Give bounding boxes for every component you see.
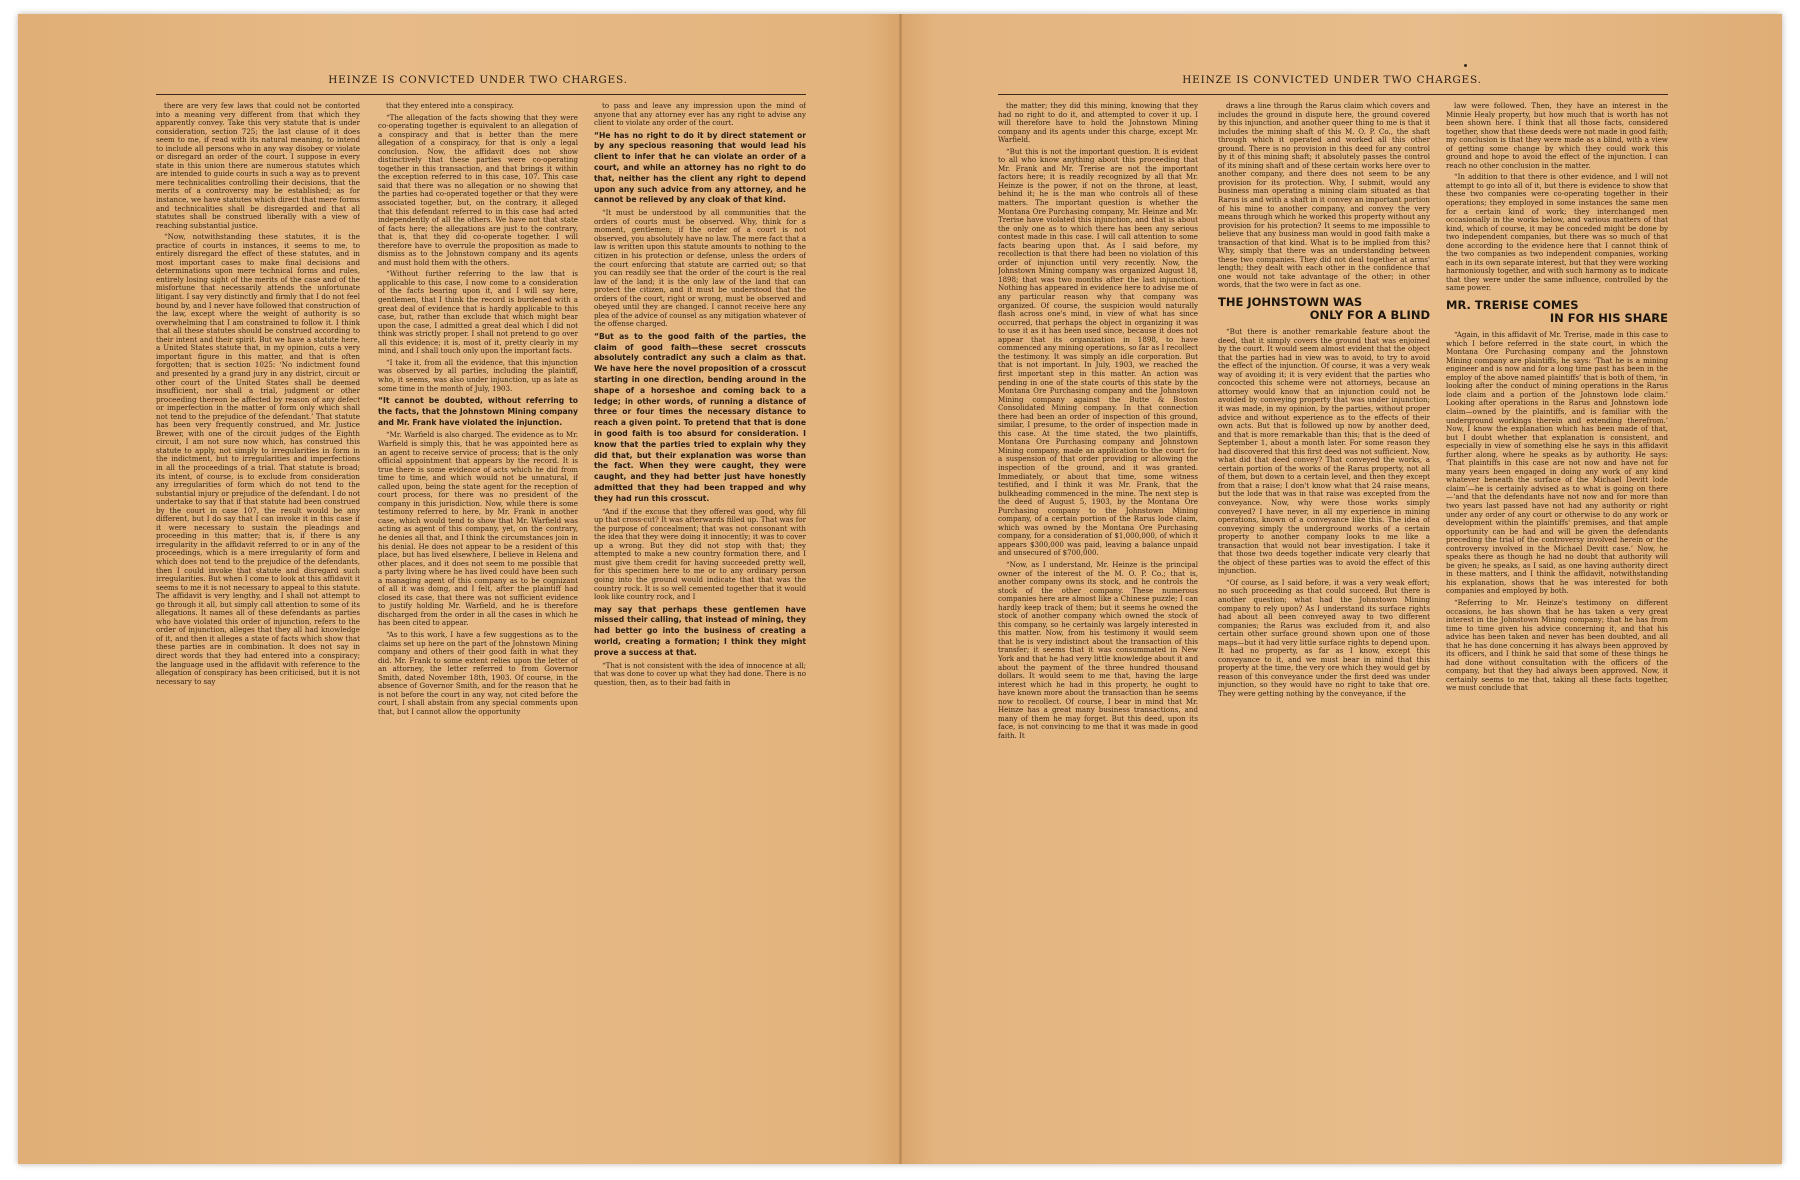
headline-line: THE JOHNSTOWN WAS — [1218, 295, 1363, 310]
paragraph: “As to this work, I have a few suggestions as to the claims set up here on the part of the Johnstown Mining company and others of their good faith in what they did. Mr. Frank to some extent relies upon the letter of an attorney, the letter referred to from Governor Smith, dated November 18th, 1903. Of course, in the absence of Governor Smith, and for the reason that he is not before the court in any way, not cited before the court, I shall abstain from any special comments upon that, but I cannot allow the opportunity — [378, 630, 578, 716]
paragraph: “He has no right to do it by direct statement or by any specious reasoning that would lead his client to infer that he can violate an order of a court, and while an attorney has no right to do that, neither has the client any right to depend upon any such advice from any attorney, and he cannot be relieved by any cloak of that kind. — [594, 130, 806, 205]
section-headline — [1446, 299, 1668, 325]
running-header-right: HEINZE IS CONVICTED UNDER TWO CHARGES. — [1182, 74, 1482, 86]
paragraph: draws a line through the Rarus claim which covers and includes the ground in dispute here, the ground covered by this injunction, and another queer thing to me is that it includes the mining shaft of this M. O. P. Co., the shaft through which it operated and worked all this other ground. There is no provision in this deed for any control by it of this mining shaft; it absolutely passes the control of its mining shaft and of these certain works here over to another company, and there does not seem to be any provision for its protection. Why, I submit, would any business man operating a mining claim situated as that Rarus is and with a shaft in it convey an important portion of his mine to another company, and convey the very means through which he worked this property without any provision for his protection? It seems to me impossible to believe that any business man would in good faith make a transaction of that kind. What is to be implied from this? Why, simply that there was an understanding between these two companies. They did not deal together at arms' length; they dealt with each other in the confidence that one would not take advantage of the other; in other words, that the two were in fact as one. — [1218, 102, 1430, 290]
paragraph: “Referring to Mr. Heinze's testimony on different occasions, he has shown that he has taken a very great interest in the Johnstown Mining company; that he has from time to time given his advice concerning it, and that his advice has been taken and never has been doubted, and all that he has done concerning it has always been approved by its officers, and I think he said that some of these things he had done without consultation with the officers of the company, but that they had always been approved. Now, it certainly seems to me that, taking all these facts together, we must conclude that — [1446, 597, 1668, 693]
paragraph: may say that perhaps these gentlemen have missed their calling, that instead of mining, they had better go into the business of creating a world, creating a formation; I think they might prove a success at that. — [594, 604, 806, 657]
headline-line: ONLY FOR A BLIND — [1309, 308, 1430, 323]
paragraph: “Of course, as I said before, it was a very weak effort; no such proceeding as that could succeed. But there is another question; what had the Johnstown Mining company to rely upon? As I understand its surface rights had about all been conveyed away to two different companies; the Rarus was excluded from it, and also certain other surface ground shown upon one of those maps—but it had very little surface rights to depend upon. It had no property, as far as I know, except this conveyance to it, and we must bear in mind that this property at the time, the very ore which they would get by reason of this conveyance under the first deed was under injunction, so they would have no right to take that ore. They were getting nothing by the conveyance, if the — [1218, 577, 1430, 698]
running-header-left: HEINZE IS CONVICTED UNDER TWO CHARGES. — [328, 74, 628, 86]
paragraph: “It must be understood by all communities that the orders of courts must be observed. Why, think for a moment, gentlemen; if the order of a court is not observed, you absolutely have no law. The mere fact that a law is written upon this statute amounts to nothing to the citizen in his protection or defense, unless the orders of the court enforcing that statute are carried out; so that you can readily see that the order of the court is the real law of the land; it is the only law of the land that can protect the citizen, and it must be understood that the orders of the court, right or wrong, must be observed and obeyed until they are changed. I cannot receive here any plea of the advice of counsel as any mitigation whatever of the offense charged. — [594, 208, 806, 329]
headline-line: MR. TRERISE COMES — [1446, 298, 1579, 313]
header-rule-left — [156, 94, 806, 95]
right-column-1 — [998, 102, 1198, 1150]
paragraph: “But there is another remarkable feature about the deed, that it simply covers the ground that was enjoined by the court. It would seem almost evident that the object that the parties had in view was to avoid, to try to avoid the effect of the injunction. Of course, it was a very weak way of avoiding it; it is very evident that the parties who concocted this scheme were not attorneys, because an attorney would know that an injunction could not be avoided by conveying property that was under injunction; it was made, in my opinion, by the parties, without proper advice and without experience as to the effects of their own acts. But that is followed up now by another deed, and that is more remarkable than this; that is the deed of September 1, about a month later. For some reason they had discovered that this first deed was not sufficient. Now, what did that deed convey? That conveyed the works, a certain portion of the works of the Rarus property, not all of them, but down to a certain level, and then they except from that a raise; I don't know what that 24 raise means, but the lode that was in that raise was excepted from the conveyance. Now, why were those works simply conveyed? I have never, in all my experience in mining operations, known of a conveyance like this. The idea of conveying simply the underground works of a certain property to another company looks to me like a transaction that would not bear investigation. I take it that those two deeds together indicate very clearly that the object of these parties was to avoid the effect of this injunction. — [1218, 327, 1430, 576]
paragraph: there are very few laws that could not be contorted into a meaning very different from that which they apparently convey. Take this very statute that is under consideration, section 725; the last clause of it does seem to me, if read with its natural meaning, to intend to include all persons who in any way disobey or violate or disregard an order of the court. I suppose in every state in this union there are numerous statutes which are intended to guide courts in such a way as to prevent mere technicalities controlling their decisions, that the merits of a controversy may be established; as for instance, we have statutes which direct that mere forms and technicalities shall be disregarded and that all statutes shall be construed liberally with a view of reaching substantial justice. — [156, 102, 360, 230]
paragraph: “Now, notwithstanding these statutes, it is the practice of courts in instances, it seems to me, to entirely disregard the effect of these statutes, and in most important cases to make final decisions and determinations upon mere technical forms and rules, entirely losing sight of the merits of the case and of the misfortune that necessarily attends the unfortunate litigant. I say very distinctly and firmly that I do not feel bound by, and I never have followed that construction of the law, except where the weight of authority is so overwhelming that I am constrained to follow it. I think that all these statutes should be construed according to their intent and their spirit. But we have a statute here, a United States statute that, in my opinion, cuts a very important figure in this matter, and that is often forgotten; that is section 1025: ‘No indictment found and presented by a grand jury in any district, circuit or other court of the United States shall be deemed insufficient, nor shall a trial, judgment or other proceeding thereon be affected by reason of any defect or imperfection in the matter of form only which shall not tend to the prejudice of the defendant.’ That statute has been very frequently construed, and Mr. Justice Brewer, with one of the circuit judges of the Eighth circuit, I am not sure now which, has construed this statute to apply, not simply to irregularities in form in the indictment, but to irregularities and imperfections in all the proceedings of a trial. That statute is broad; its intent, of course, is to exclude from consideration any irregularities of form which do not tend to the substantial injury or prejudice of the defendant. I do not undertake to say that if that statute had been construed by the court in case 107, the result would be any different, but I do say that I can invoke it in this case if it were necessary to sustain the pleadings and proceeding in this matter; that is, if there is any irregularity in the affidavit referred to or in any of the proceedings, which is a mere irregularity of form and which does not tend to the prejudice of the defendants, then I could invoke that statute and disregard such irregularities. But when I come to look at this affidavit it seems to me it is not necessary to appeal to this statute. The affidavit is very lengthy, and I shall not attempt to go through it all, but simply call attention to some of its allegations. It names all of these defendants as parties who have violated this order of injunction, refers to the order of injunction, alleges that they all had knowledge of it, and then it alleges a state of facts which show that these parties are in combination. It does not say in direct words that they had entered into a conspiracy; the language used in the affidavit with reference to the allegation of conspiracy has been criticised, but it is not necessary to say — [156, 232, 360, 686]
paragraph: “Again, in this affidavit of Mr. Trerise, made in this case to which I before referred in the state court, in which the Montana Ore Purchasing company and the Johnstown Mining company are plaintiffs, he says: ‘That he is a mining engineer and is now and for a long time past has been in the employ of the above named plaintiffs’ that is both of them, ‘in looking after the conduct of mining operations in the Rarus lode claim and a portion of the Johnstown lode claim.’ Looking after operations in the Rarus and Johnstown lode claim—owned by the plaintiffs, and is familiar with the underground workings therein and extending therefrom.’ Now, I know the explanation which has been made of that, but I doubt whether that explanation is consistent, and especially in view of something else he says in this affidavit further along, where he speaks as by authority. He says: ‘That plaintiffs in this case are not now and have not for many years been engaged in doing any work of any kind whatever beneath the surface of the Michael Devitt lode claim’—he is certainly advised as to what is going on there—‘and that the defendants have not now and for more than two years last passed have not had any authority or right under any order of any court or otherwise to do any work or development within the plaintiffs' premises, and that ample opportunity can be had and will be given the defendants preceding the trial of the controversy involved herein or the controversy involved in the Michael Devitt case.’ Now, he speaks there as though he had no doubt that authority will be given; he speaks, as I said, as one having authority direct in these matters, and I think the affidavit, notwithstanding his explanation, shows that he was interested for both companies and employed by both. — [1446, 330, 1668, 596]
header-rule-right — [998, 94, 1668, 95]
headline-line: IN FOR HIS SHARE — [1549, 311, 1668, 326]
paragraph: “It cannot be doubted, without referring to the facts, that the Johnstown Mining company and Mr. Frank have violated the injunction. — [378, 396, 578, 427]
paragraph: to pass and leave any impression upon the mind of anyone that any attorney ever has any right to advise any client to violate any order of the court. — [594, 102, 806, 128]
paragraph: “And if the excuse that they offered was good, why fill up that cross-cut? It was afterwards filled up. That was for the purpose of concealment; that was not consonant with the idea that they were doing it innocently; it was to cover up a wrong. But they did not stop with that; they attempted to make a new country formation there, and I must give them credit for having succeeded pretty well, for this specimen here to me or to any ordinary person going into the ground would indicate that that was the country rock. It is so well cemented together that it would look like country rock, and I — [594, 506, 806, 602]
left-column-3 — [594, 102, 806, 1150]
paragraph: “That is not consistent with the idea of innocence at all; that was done to cover up what they had done. There is no question, then, as to their bad faith in — [594, 660, 806, 687]
right-column-2 — [1218, 102, 1430, 1150]
paragraph: “Mr. Warfield is also charged. The evidence as to Mr. Warfield is simply this, that he was appointed here as an agent to receive service of process; that is the only official appointment that appears by the record. It is true there is some evidence of acts which he did from time to time, and which would not be unnatural, if called upon, being the state agent for the reception of court process, for there was no president of the company in this jurisdiction. Now, while there is some testimony referred to here, by Mr. Frank in another case, which would tend to show that Mr. Warfield was acting as agent of this company, yet, on the contrary, he denies all that, and I think the circumstances join in his denial. He does not appear to be a resident of this place, but has lived elsewhere, I believe in Helena and other places, and it does not seem to me possible that a party living where he has lived could have been such a managing agent of this company as to be cognizant of all it was doing, and I felt, after the plaintiff had closed its case, that there was not sufficient evidence to justify holding Mr. Warfield, and he is therefore discharged from the order in all the cases in which he has been cited to appear. — [378, 430, 578, 628]
left-column-2 — [378, 102, 578, 1150]
right-column-3 — [1446, 102, 1668, 1150]
paragraph: “Now, as I understand, Mr. Heinze is the principal owner of the interest of the M. O. P. Co.; that is, another company owns its stock, and he controls the stock of the other company. These numerous companies here are almost like a Chinese puzzle; I can hardly keep track of them; but it seems he owned the stock of another company which owned the stock of this company, so he certainly was largely interested in this matter. Now, from his testimony it would seem that he is very indistinct about the transaction of this transfer; it seems that it was consummated in New York and that he had very little knowledge about it and about the payment of the three hundred thousand dollars. It would seem to me that, having the large interest which he had in this property, he ought to have known more about the transaction than he seems now to recollect. Of course, I bear in mind that Mr. Heinze has a great many business transactions, and many of them he may forget. But this deed, upon its face, is not convincing to me that it was made in good faith. It — [998, 559, 1198, 740]
paragraph: “But this is not the important question. It is evident to all who know anything about this proceeding that Mr. Frank and Mr. Trerise are not the important factors here; it is readily recognized by all that Mr. Heinze is the power, if not on the throne, at least, behind it; he is the man who controls all of these matters. The important question is whether the Montana Ore Purchasing company, Mr. Heinze and Mr. Trerise have violated this injunction, and that is about the only one as to which there has been any serious contest made in this case. I will call attention to some facts bearing upon that. As I said before, my recollection is that there had been no violation of this order of injunction until very recently. Now, the Johnstown Mining company was organized August 18, 1898; that was two months after the last injunction. Nothing has appeared in evidence here to advise me of any particular reason why that company was organized. Of course, the suspicion would naturally flash across one's mind, in view of what has since occurred, that perhaps the object in organizing it was to use it as it has been used since, because it does not appear that its organization in 1898, to have commenced any mining operations, so far as I recollect the testimony. It was simply an idle corporation. But that is not important. In July, 1903, we reached the first important step in this matter. An action was pending in one of the state courts of this state by the Montana Ore Purchasing company and the Johnstown Mining company against the Butte & Boston Consolidated Mining company. In that connection there had been an order of inspection of this ground, similar, I presume, to the order of inspection made in this case. At the time stated, the two plaintiffs, Montana Ore Purchasing company and Johnstown Mining company, made an application to the court for a suspension of that order providing or allowing the inspection of the ground, and it was granted. Immediately, or about that time, some witness testified, and I think it was Mr. Frank, that the bulkheading commenced in the mine. The next step is the deed of August 5, 1903, by the Montana Ore Purchasing company to the Johnstown Mining company, of a certain portion of the Rarus lode claim, which was owned by the Montana Ore Purchasing company, for a consideration of $1,000,000, of which it appears $300,000 was paid, leaving a balance unpaid and unsecured of $700,000. — [998, 146, 1198, 558]
left-page — [18, 14, 899, 1164]
paragraph: the matter; they did this mining, knowing that they had no right to do it, and attempted to cover it up. I will therefore have to hold the Johnstown Mining company and its agents under this charge, except Mr. Warfield. — [998, 102, 1198, 145]
paragraph: law were followed. Then, they have an interest in the Minnie Healy property, but how much that is worth has not been shown here. I think that all those facts, considered together, show that these deeds were not made in good faith; my conclusion is that they were made as a blind, with a view of getting some change by which they could work this ground and hope to avoid the effect of the injunction. I can reach no other conclusion in the matter. — [1446, 102, 1668, 170]
paragraph: “Without further referring to the law that is applicable to this case, I now come to a consideration of the facts bearing upon it, and I will say here, gentlemen, that I think the record is burdened with a great deal of evidence that is hardly applicable to this case, but, rather than exclude that which might bear upon the case, I admitted a great deal which I did not think was strictly proper. I shall not pretend to go over all this evidence; it is, most of it, pretty clearly in my mind, and I shall touch only upon the important facts. — [378, 269, 578, 356]
newspaper-sheet — [18, 14, 1782, 1164]
paragraph: “In addition to that there is other evidence, and I will not attempt to go into all of it, but there is evidence to show that these two companies were co-operating together in their operations; they employed in some instances the same men for a certain kind of work; they interchanged men occasionally in the works below, and various matters of that kind, which of course, it may be conceded might be done by two independent companies, but there was so much of that done according to the evidence here that I cannot think of the two companies as two independent companies, working each in its own separate interest, but that they were working harmoniously together, and with such harmony as to indicate that they were under the same influence, controlled by the same power. — [1446, 172, 1668, 293]
right-page — [902, 14, 1782, 1164]
section-headline — [1218, 296, 1430, 322]
paragraph: “I take it, from all the evidence, that this injunction was observed by all parties, including the plaintiff, who, it seems, was also under injunction, up as late as some time in the month of July, 1903. — [378, 357, 578, 393]
paragraph: “But as to the good faith of the parties, the claim of good faith—these secret crosscuts absolutely contradict any such a claim as that. We have here the novel proposition of a crosscut starting in one direction, bending around in the shape of a horseshoe and coming back to a ledge; in other words, of running a distance of three or four times the necessary distance to reach a given point. To pretend that that is done in good faith is too absurd for consideration. I know that the parties tried to explain why they did that, but their explanation was worse than the fact. When they were caught, they were caught, and they had better just have honestly admitted that they had been trapped and why they had run this crosscut. — [594, 331, 806, 503]
paragraph: that they entered into a conspiracy. — [386, 102, 514, 110]
paragraph: “The allegation of the facts showing that they were co-operating together is equivalent to an allegation of a conspiracy and that is better than the mere allegation of a conspiracy, for that is only a legal conclusion. Now, the affidavit does not show distinctively that these parties were co-operating together in this transaction, and that brings it within the exception referred to in this case, 107. This case said that there was no allegation or no showing that the parties had co-operated together or that they were associated together, but, on the contrary, it alleged that this defendant referred to in this case had acted independently of all the others. We have not that state of facts here; the allegations are just to the contrary, that is, that they did co-operate together. I will therefore have to overrule the proposition as made to dismiss as to the Johnstown company and its agents and must hold them with the others. — [378, 112, 578, 267]
left-column-1 — [156, 102, 360, 1150]
